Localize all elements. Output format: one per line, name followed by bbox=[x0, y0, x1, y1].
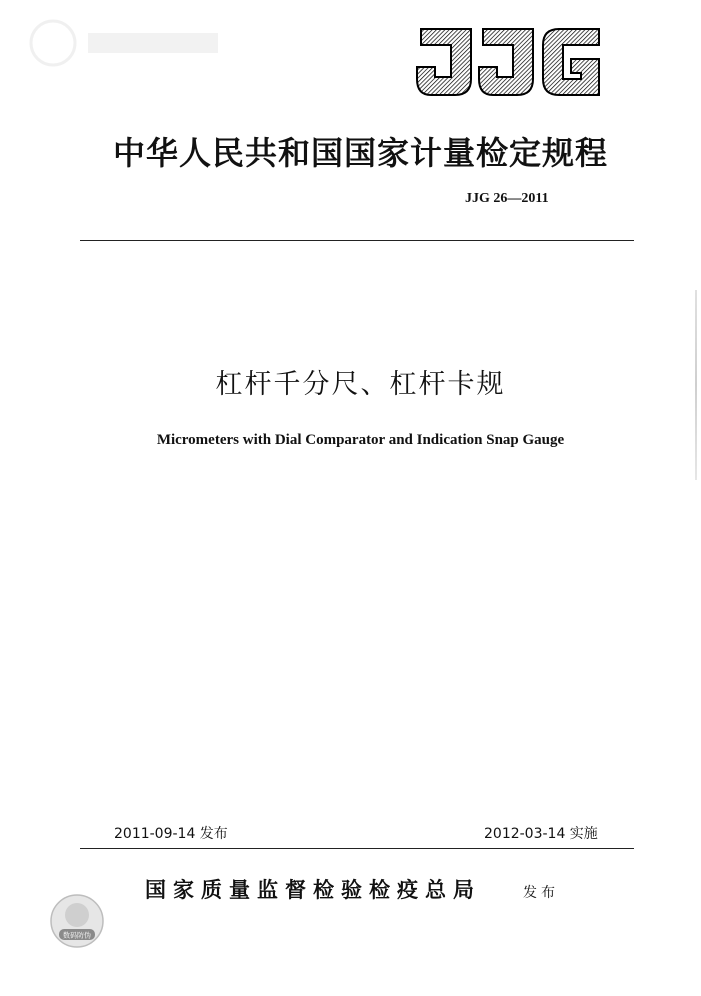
document-title-english: Micrometers with Dial Comparator and Indication Snap Gauge bbox=[156, 432, 565, 448]
header-divider bbox=[80, 240, 634, 241]
jjg-logo bbox=[413, 23, 603, 101]
issue-date: 2011-09-14 发布 bbox=[114, 826, 228, 842]
watermark-stamp bbox=[28, 18, 228, 68]
series-title: 中华人民共和国国家计量检定规程 bbox=[112, 134, 608, 172]
implement-date: 2012-03-14 实施 bbox=[484, 826, 598, 842]
footer-divider bbox=[80, 848, 634, 849]
anti-counterfeit-seal-icon bbox=[49, 893, 105, 949]
seal-text: 数码防伪 bbox=[63, 931, 91, 940]
publisher: 国家质量监督检验检疫总局 bbox=[145, 877, 481, 902]
document-title-chinese: 杠杆千分尺、杠杆卡规 bbox=[215, 369, 506, 400]
publish-suffix: 发布 bbox=[523, 885, 559, 901]
standard-code: JJG 26—2011 bbox=[465, 191, 549, 206]
